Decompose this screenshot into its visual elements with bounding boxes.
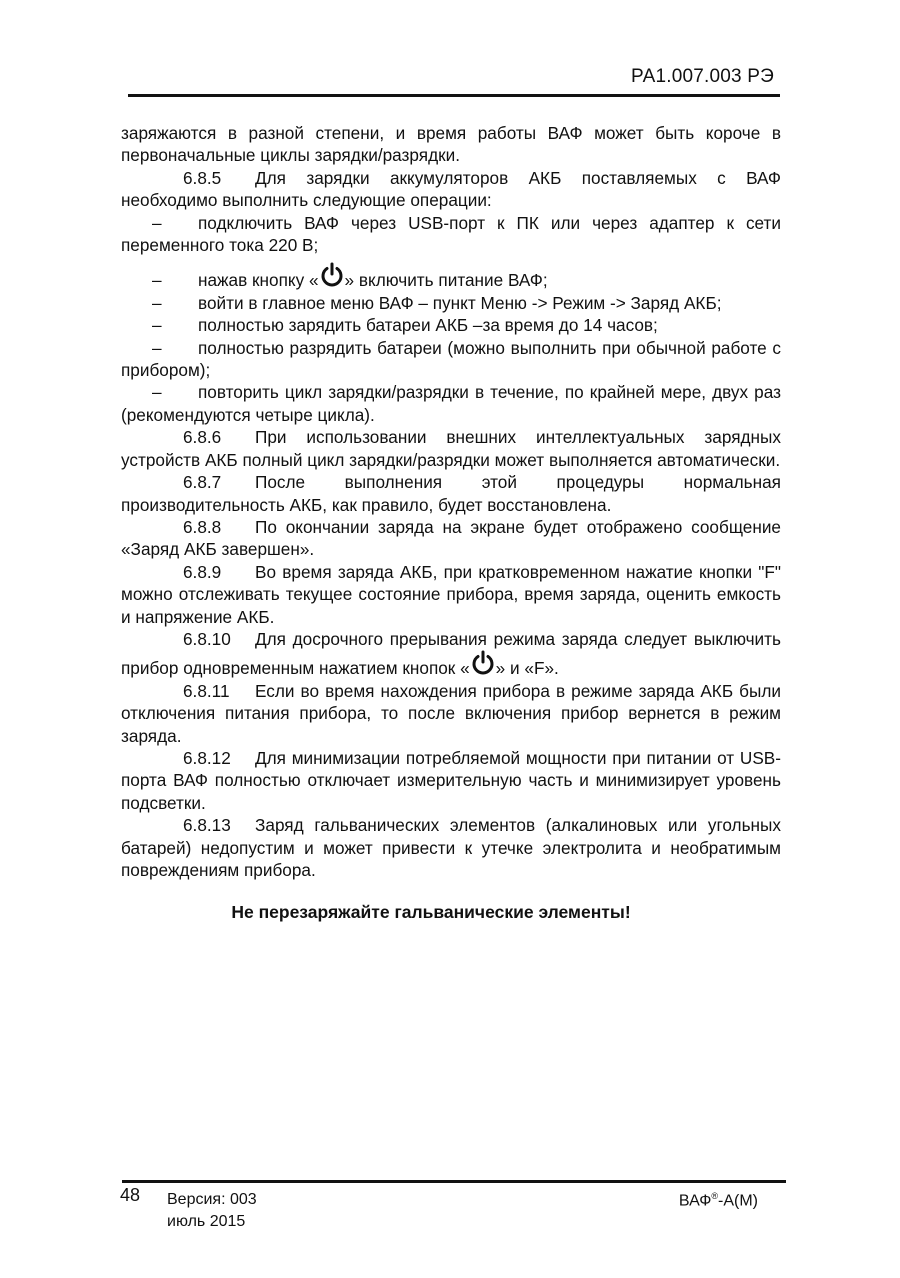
power-icon [470,650,496,676]
section-number: 6.8.13 [183,815,231,836]
registered-mark: ® [711,1191,719,1201]
section-number: 6.8.10 [183,628,231,649]
section-6-8-5 [121,167,781,212]
page-number: 48 [120,1185,141,1205]
section-6-8-9 [121,561,781,628]
list-item-text: войти в главное меню ВАФ – пункт Меню -> Режим -> Заряд АКБ; [198,292,722,313]
list-item [121,292,781,314]
section-number: 6.8.6 [183,427,222,448]
section-text: Во время заряда АКБ, при кратковременном нажатие кнопки "F" можно отслеживать текущее состояние прибора, время заряда, оценить емкость и напряжение АКБ. [121,561,781,627]
list-dash: – [152,270,162,291]
list-item [121,212,781,257]
list-item [121,314,781,336]
list-dash: – [152,315,162,336]
section-number: 6.8.8 [183,516,222,537]
release-date: июль 2015 [167,1213,246,1230]
list-item [121,381,781,426]
section-number: 6.8.12 [183,747,231,768]
product-name-suffix: -А(М) [718,1192,758,1210]
section-number: 6.8.9 [183,561,222,582]
warning-note: Не перезаряжайте гальванические элементы! [231,902,631,923]
list-dash: – [152,212,162,233]
section-text: Заряд гальванических элементов (алкалиновых или угольных батарей) недопустим и может привести к утечке электролита и необратимым повреждениям прибора. [121,815,781,880]
list-item-text: полностью зарядить батареи АКБ –за время до 14 часов; [198,315,658,336]
list-item-text-end: » включить питание ВАФ; [344,270,548,291]
section-6-8-6 [121,426,781,471]
list-item-text: подключить ВАФ через USB-порт к ПК или через адаптер к сети переменного тока 220 В; [121,212,781,256]
version-label: Версия: 003 [167,1191,257,1208]
list-dash: – [152,337,162,358]
section-6-8-11 [121,680,781,747]
product-name-text: ВАФ [678,1192,712,1210]
power-icon [319,262,345,288]
paragraph-continuation: заряжаются в разной степени, и время работы ВАФ может быть короче в первоначальные циклы зарядки/разрядки. [121,123,781,166]
section-6-8-12 [121,747,781,814]
section-6-8-7 [121,471,781,516]
list-item-text: полностью разрядить батареи (можно выполнить при обычной работе с прибором); [121,337,781,381]
page-header [128,62,780,97]
page-footer [122,1180,786,1243]
list-item-text: повторить цикл зарядки/разрядки в течение, по крайней мере, двух раз (рекомендуются четыре цикла). [121,382,781,425]
section-6-8-10 [121,628,781,680]
list-item [121,337,781,382]
section-number: 6.8.5 [183,167,222,188]
product-name [679,1191,758,1210]
list-item-text-start: нажав кнопку « [198,270,319,291]
list-item [121,262,781,291]
section-6-8-13 [121,814,781,881]
section-6-8-8 [121,516,781,561]
section-number: 6.8.11 [183,680,230,701]
section-text: Для зарядки аккумуляторов АКБ поставляемых с ВАФ необходимо выполнить следующие операции: [121,167,781,211]
list-dash: – [152,292,162,313]
section-text-end: » и «F». [495,658,559,679]
list-dash: – [152,382,162,403]
document-code: РА1.007.003 РЭ [630,66,774,87]
section-number: 6.8.7 [183,472,222,493]
section-text: Если во время нахождения прибора в режиме заряда АКБ были отключения питания прибора, то после включения прибор вернется в режим заряда. [121,680,781,746]
section-text-start: Для досрочного прерывания режима заряда следует выключить прибор одновременным нажатием кнопок « [121,628,781,679]
document-body [121,122,781,924]
section-text: По окончании заряда на экране будет отображено сообщение «Заряд АКБ завершен». [121,516,781,560]
section-text: После выполнения этой процедуры нормальная производительность АКБ, как правило, будет восстановлена. [121,472,781,515]
section-text: При использовании внешних интеллектуальных зарядных устройств АКБ полный цикл зарядки/разрядки может выполняется автоматически. [121,427,781,470]
section-text: Для минимизации потребляемой мощности при питании от USB-порта ВАФ полностью отключает измерительную часть и минимизирует уровень подсветки. [121,747,781,813]
